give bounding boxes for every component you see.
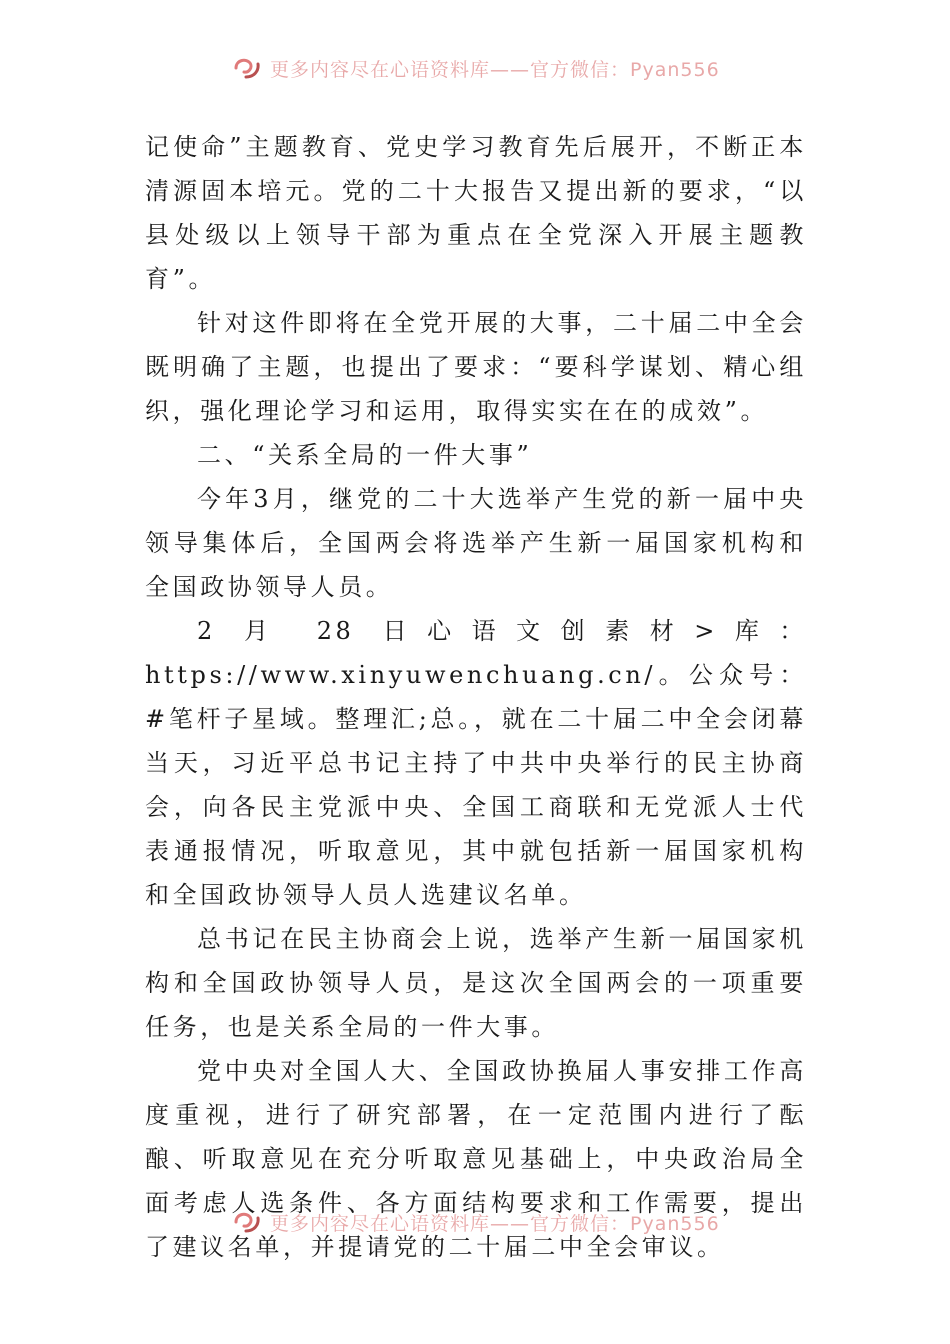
section-heading: 二、“关系全局的一件大事” [197,441,533,469]
paragraph: 2 月 28 日心语文创素材>库：https://www.xinyuwenchuang.cn/。公众号：#笔杆子星域。整理汇;总。，就在二十届二中全会闭幕当天，习近平总书记主持了中共中央举行的民主协商会，向各民主党派中央、全国工商联和无党派人士代表通报情况，听取意见，其中就包括新一届国家机构和全国政协领导人员人选建议名单。 [145,617,807,909]
watermark-text: 更多内容尽在心语资料库——官方微信：Pyan556 [270,1212,720,1235]
paragraph: 今年3月，继党的二十大选举产生党的新一届中央领导集体后，全国两会将选举产生新一届国家机构和全国政协领导人员。 [145,485,807,601]
watermark-text: 更多内容尽在心语资料库——官方微信：Pyan556 [270,58,720,81]
brand-logo-icon [232,1209,262,1235]
brand-logo-icon [232,55,262,81]
footer-watermark [232,1208,720,1236]
paragraph: 总书记在民主协商会上说，选举产生新一届国家机构和全国政协领导人员，是这次全国两会的一项重要任务，也是关系全局的一件大事。 [145,925,807,1041]
paragraph: 记使命”主题教育、党史学习教育先后展开，不断正本清源固本培元。党的二十大报告又提出新的要求，“以县处级以上领导干部为重点在全党深入开展主题教育”。 [145,133,807,293]
header-watermark [232,54,720,82]
paragraph: 党中央对全国人大、全国政协换届人事安排工作高度重视，进行了研究部署，在一定范围内进行了酝酿、听取意见在充分听取意见基础上，中央政治局全面考虑人选条件、各方面结构要求和工作需要，提出了建议名单，并提请党的二十届二中全会审议。 [145,1057,807,1261]
paragraph: 针对这件即将在全党开展的大事，二十届二中全会既明确了主题，也提出了要求：“要科学谋划、精心组织，强化理论学习和运用，取得实实在在的成效”。 [145,309,807,425]
document-body [145,125,807,1269]
